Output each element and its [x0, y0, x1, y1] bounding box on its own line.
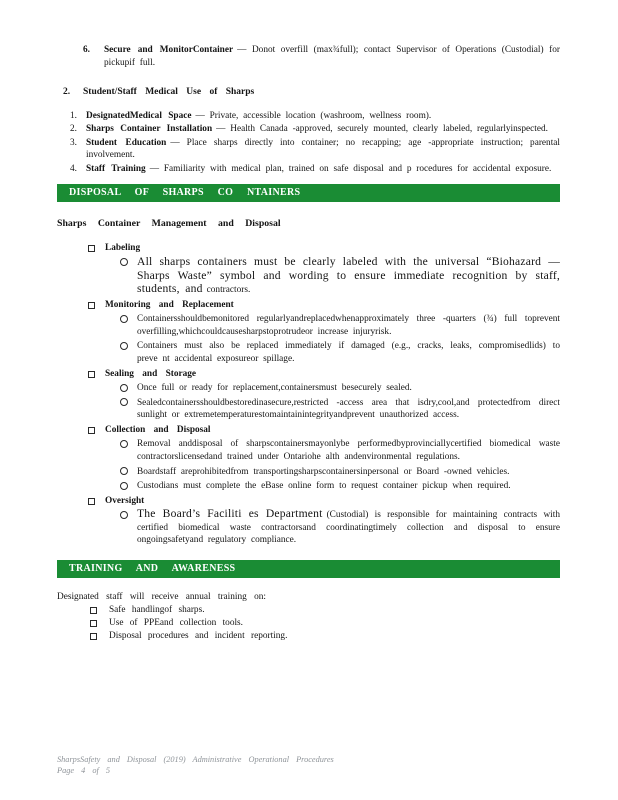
list-item: 3. Student Education — Place sharps directly into container; no recapping; age -appropriate instruction; parental involvement.	[70, 138, 560, 161]
list-item: Boardstaff areprohibitedfrom transportingsharpscontainersinpersonal or Board -owned vehicles.	[120, 465, 560, 479]
section-number: 2.	[63, 87, 71, 97]
item-number: 4.	[70, 164, 77, 175]
item-label: Student Education	[86, 138, 167, 149]
list-item: 1. DesignatedMedical Space — Private, accessible location (washroom, wellness room).	[70, 110, 432, 121]
medical-numbered-list	[57, 110, 560, 176]
list-item: Custodians must complete the eBase online form to request container pickup when required.	[120, 479, 560, 493]
document-page	[57, 44, 560, 643]
circle-bullet-icon	[120, 482, 128, 490]
circle-bullet-icon	[120, 440, 128, 448]
item-number: 6.	[83, 45, 90, 55]
bullet-groups	[57, 242, 560, 547]
circle-bullet-icon	[120, 342, 128, 350]
square-bullet-icon	[88, 302, 95, 309]
square-bullet-icon	[90, 620, 97, 627]
item-label: Secure and MonitorContainer	[104, 45, 234, 55]
item-number: 2.	[70, 124, 77, 135]
square-bullet-icon	[88, 427, 95, 434]
item-label: Sharps Container Installation	[86, 124, 213, 135]
footer-document-title: SharpsSafety and Disposal (2019) Administrative Operational Procedures	[57, 755, 334, 764]
item-label: DesignatedMedical Space	[86, 110, 192, 121]
item-number: 3.	[70, 138, 77, 149]
section-banner-disposal: DISPOSAL OF SHARPS CO NTAINERS	[57, 184, 560, 202]
subheading-management-disposal: Sharps Container Management and Disposal	[57, 218, 281, 230]
circle-bullet-icon	[120, 467, 128, 475]
list-item: 4. Staff Training — Familiarity with medical plan, trained on safe disposal and p rocedures for accidental exposure.	[70, 164, 552, 175]
section-title: Student/Staff Medical Use of Sharps	[83, 87, 255, 97]
square-bullet-icon	[90, 633, 97, 640]
group-header-oversight: Oversight	[88, 495, 560, 508]
section-heading-medical-use	[63, 86, 560, 99]
list-item: All sharps containers must be clearly labeled with the universal “Biohazard — Sharps Waste” symbol and wording to ensure immediate recognition by staff, students, and contractors.	[120, 256, 560, 297]
group-header-monitoring: Monitoring and Replacement	[88, 299, 560, 312]
circle-bullet-icon	[120, 398, 128, 406]
footer-page-number: Page 4 of 5	[57, 766, 111, 775]
list-item: The Board’s Faciliti es Department (Custodial) is responsible for maintaining contracts with certified biomedical waste contractorsand coordinatingtimely collection and disposal to ensure ongoingsafetyand regulatory compliance.	[120, 508, 560, 547]
list-item: 2. Sharps Container Installation — Health Canada -approved, securely mounted, clearly labeled, regularlyinspected.	[70, 124, 548, 135]
square-bullet-icon	[90, 607, 97, 614]
list-item: Removal anddisposal of sharpscontainersmayonlybe performedbyprovinciallycertified biomedical waste contractorslicensedand trained under Ontariohe alth andenvironmental regulations.	[120, 437, 560, 463]
item-text: Secure and MonitorContainer — Donot overfill (max¾full); contact Supervisor of Operations (Custodial) for pickupif full.	[104, 45, 560, 68]
list-item: Containers must also be replaced immediately if damaged (e.g., cracks, leaks, compromisedlids) to preve nt accidental exposureor spillage.	[120, 339, 560, 365]
circle-bullet-icon	[120, 511, 128, 519]
list-item: Safe handlingof sharps.	[90, 604, 560, 617]
group-header-sealing: Sealing and Storage	[88, 368, 560, 381]
square-bullet-icon	[88, 498, 95, 505]
square-bullet-icon	[88, 371, 95, 378]
list-item: Disposal procedures and incident reporting.	[90, 630, 560, 643]
section-banner-training: TRAINING AND AWARENESS	[57, 560, 560, 578]
list-item: Once full or ready for replacement,containersmust besecurely sealed.	[120, 381, 560, 395]
list-item: Containersshouldbemonitored regularlyandreplacedwhenapproximately three -quarters (¾) full toprevent overfilling,whichcouldcausesharpstoprotrudeor increase injuryrisk.	[120, 312, 560, 338]
list-item: Use of PPEand collection tools.	[90, 617, 560, 630]
square-bullet-icon	[88, 245, 95, 252]
group-header-labeling: Labeling	[88, 242, 560, 255]
circle-bullet-icon	[120, 384, 128, 392]
page-footer	[57, 754, 477, 776]
numbered-item-6	[83, 44, 560, 69]
training-intro: Designated staff will receive annual training on:	[57, 592, 266, 603]
list-item: Sealedcontainersshouldbestoredinasecure,restricted -access area that isdry,cool,and protectedfrom direct sunlight or extremetemperaturestomaintainintegrityandprevent unauthorized access.	[120, 396, 560, 422]
group-header-collection: Collection and Disposal	[88, 424, 560, 437]
item-number: 1.	[70, 110, 77, 121]
item-label: Staff Training	[86, 164, 146, 175]
circle-bullet-icon	[120, 315, 128, 323]
circle-bullet-icon	[120, 258, 128, 266]
